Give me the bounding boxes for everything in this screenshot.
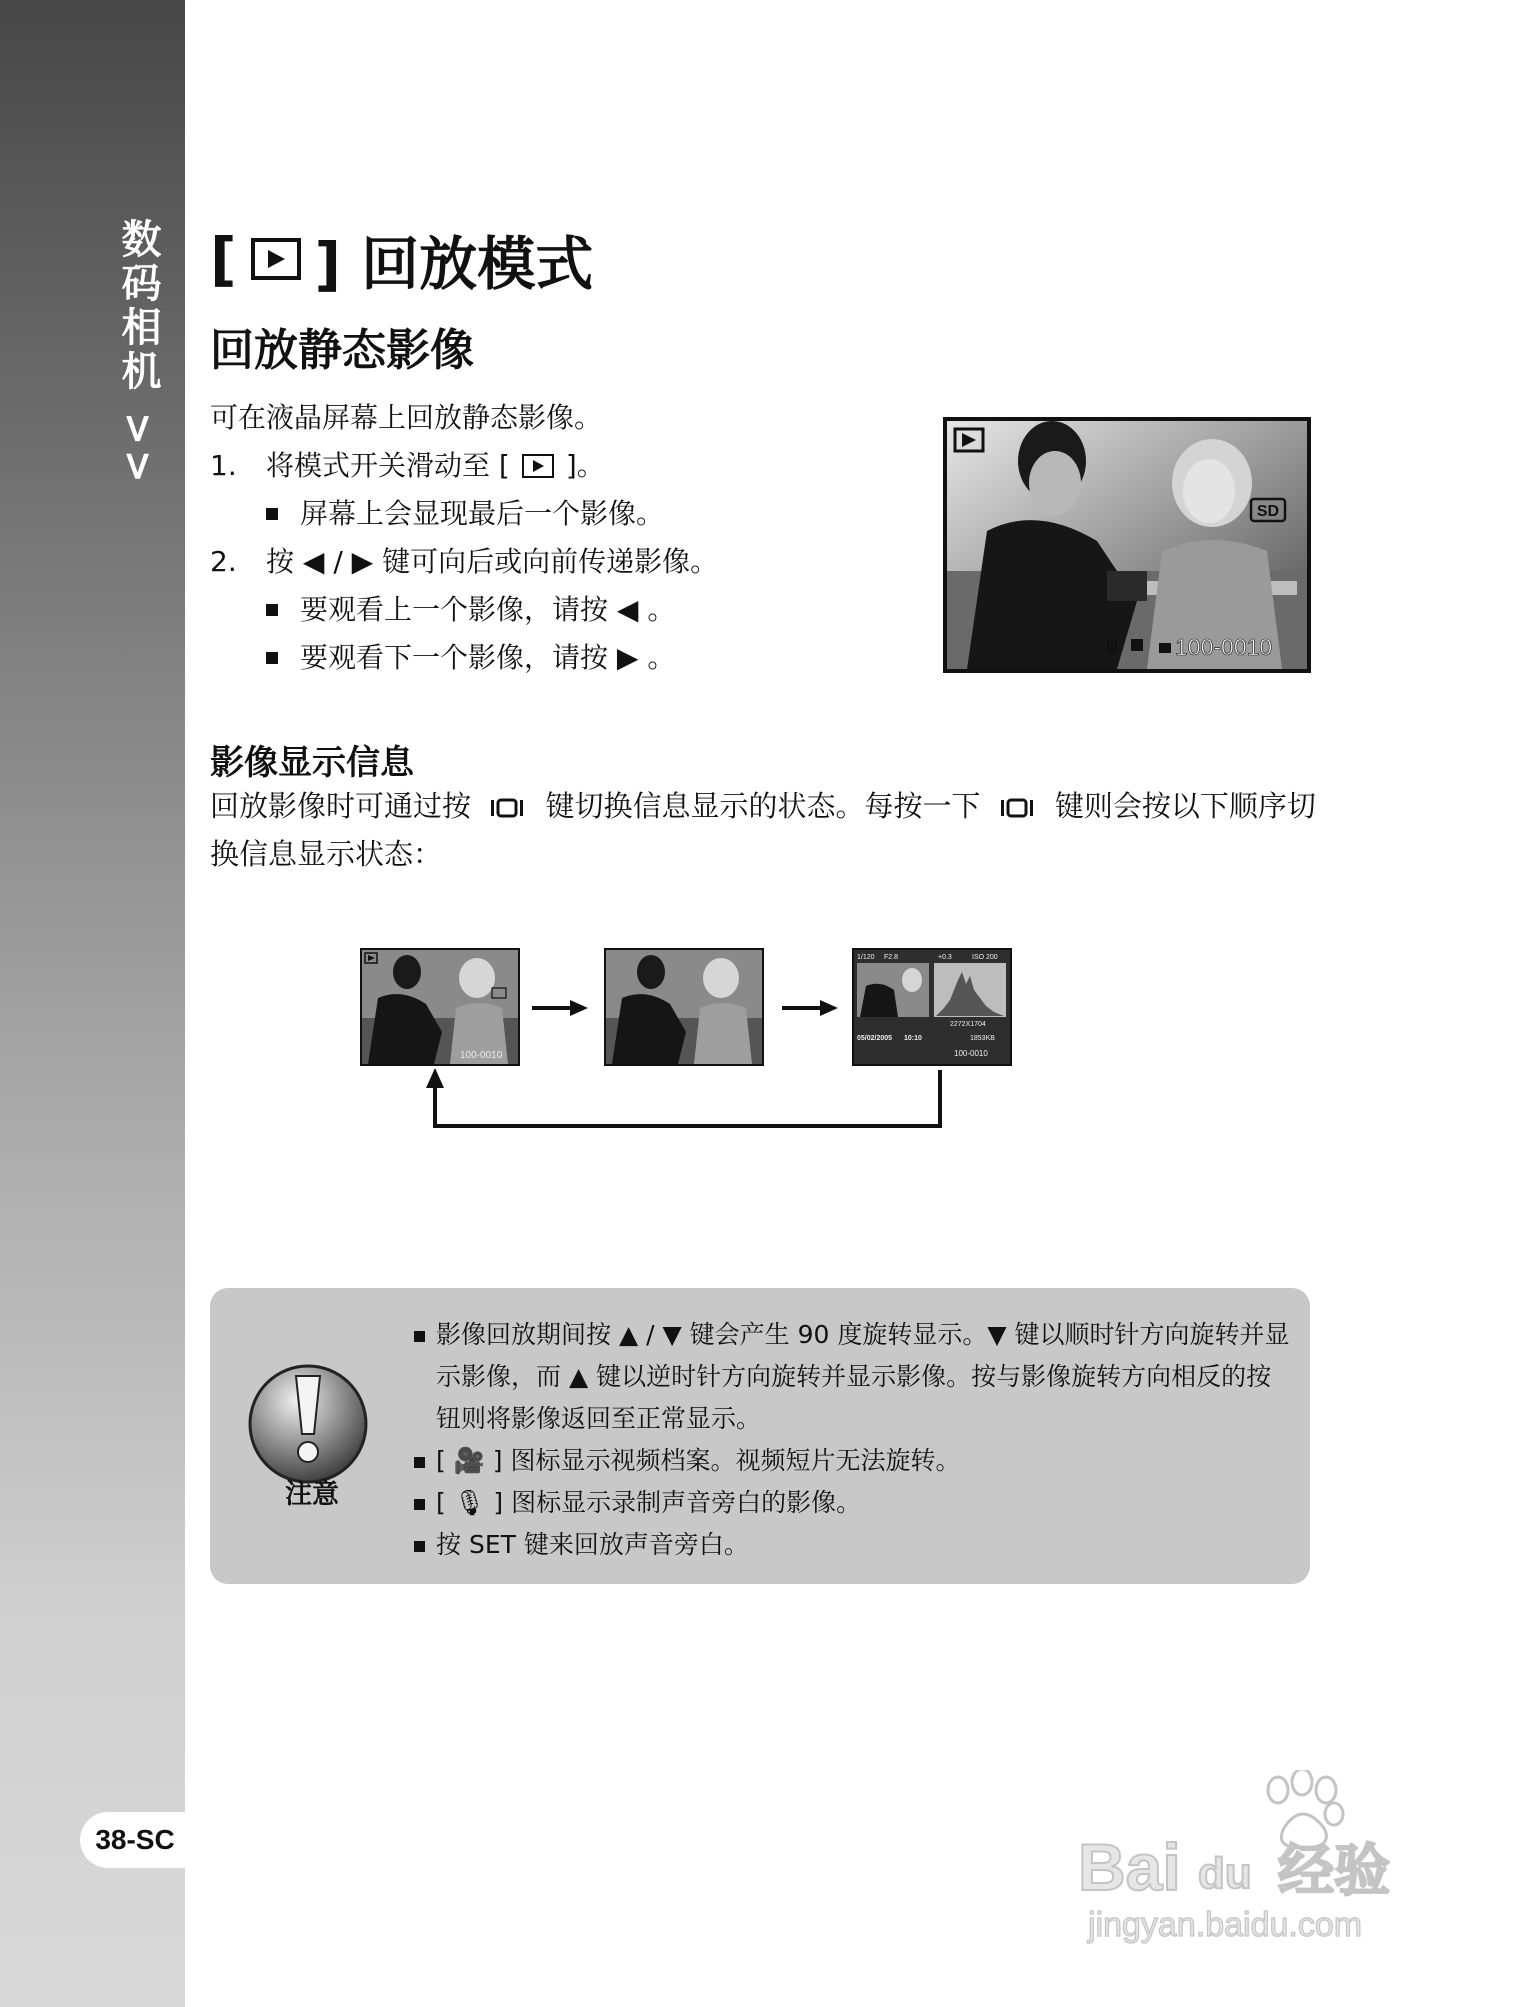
section-title: 数码相机 >> — [115, 218, 161, 487]
play-icon — [251, 238, 301, 280]
display-toggle-icon — [490, 798, 526, 818]
ev-value: +0.3 — [938, 954, 952, 961]
step-1 — [210, 442, 718, 490]
watermark-brand-2: du — [1198, 1849, 1252, 1898]
bullet-text: 要观看下一个影像，请按 ▶ 。 — [300, 641, 676, 674]
note-label: 注意 — [285, 1479, 339, 1510]
arrow-right-icon — [780, 998, 840, 1018]
time-value: 10:10 — [904, 1035, 922, 1042]
shutter-value: 1/120 — [857, 954, 875, 961]
page-subtitle: 回放静态影像 — [210, 325, 474, 376]
lcd-file-number: 100-0010 — [1175, 634, 1273, 660]
date-value: 05/02/2005 — [857, 1035, 893, 1042]
display-state-thumb-1 — [360, 948, 520, 1066]
arrow-right-icon — [530, 998, 590, 1018]
lcd-preview-image — [943, 417, 1311, 673]
page-title — [210, 224, 594, 298]
note-item: 影像回放期间按 ▲ / ▼ 键会产生 90 度旋转显示。▼ 键以顺时针方向旋转并显示影像，而 ▲ 键以逆时针方向旋转并显示影像。按与影像旋转方向相反的按钮则将影像返回至正常显示。 — [414, 1314, 1290, 1440]
watermark-brand: Bai — [1078, 1830, 1181, 1904]
note-box — [210, 1288, 1310, 1584]
display-cycle-diagram — [360, 948, 1040, 1132]
step-2 — [210, 538, 718, 586]
play-icon — [522, 454, 554, 478]
note-list — [414, 1314, 1290, 1566]
page-number: 38-SC — [80, 1812, 190, 1868]
intro-text: 可在液晶屏幕上回放静态影像。 — [210, 401, 603, 434]
note-item: 按 SET 键来回放声音旁白。 — [414, 1524, 1290, 1566]
step-text-before: 将模式开关滑动至 [ — [266, 449, 510, 482]
baidu-jingyan-watermark — [1078, 1770, 1438, 1950]
bullet-text: 要观看上一个影像，请按 ◀ 。 — [300, 593, 676, 626]
display-state-thumb-3 — [852, 948, 1012, 1066]
iso-value: ISO 200 — [972, 954, 998, 961]
aperture-value: F2.8 — [884, 954, 899, 961]
watermark-suffix: 经验 — [1278, 1839, 1390, 1904]
info-text-1: 回放影像时可通过按 — [210, 789, 472, 823]
resolution-value: 2272X1704 — [950, 1021, 986, 1028]
bullet-icon — [266, 652, 278, 664]
info-text-2: 键切换信息显示的状态。每按一下 — [545, 789, 981, 823]
info-text-3: 键则会按以下顺序切换信息显示状态： — [210, 789, 1316, 871]
display-toggle-icon — [1000, 798, 1036, 818]
thumb-file-number: 100-0010 — [460, 1050, 503, 1061]
step-number: 1. — [210, 449, 237, 482]
step-number: 2. — [210, 545, 237, 578]
watermark-url: jingyan.baidu.com — [1088, 1906, 1363, 1944]
step-text-after: ]。 — [565, 449, 605, 482]
note-item: [ 🎙 ] 图标显示录制声音旁白的影像。 — [414, 1482, 1290, 1524]
step-1-bullet — [210, 490, 718, 538]
step-2-bullet-prev — [210, 586, 718, 634]
warning-icon — [246, 1362, 370, 1486]
thumb-file-number: 100-0010 — [954, 1049, 988, 1058]
step-2-bullet-next — [210, 634, 718, 682]
title-text: ] 回放模式 — [314, 230, 594, 298]
title-bracket-open: [ — [210, 225, 237, 293]
bullet-icon — [266, 508, 278, 520]
sd-card-icon: SD — [1256, 503, 1280, 520]
file-size-value: 1853KB — [970, 1035, 995, 1042]
display-state-thumb-2 — [604, 948, 764, 1066]
sidebar — [0, 0, 185, 2007]
note-item: [ 🎥 ] 图标显示视频档案。视频短片无法旋转。 — [414, 1440, 1290, 1482]
steps-list — [210, 442, 718, 682]
cycle-return-arrow-icon — [360, 1066, 1040, 1132]
info-paragraph — [210, 782, 1320, 878]
bullet-icon — [266, 604, 278, 616]
info-section-heading: 影像显示信息 — [210, 743, 414, 783]
step-text: 按 ◀ / ▶ 键可向后或向前传递影像。 — [266, 545, 719, 578]
bullet-text: 屏幕上会显现最后一个影像。 — [300, 497, 665, 530]
